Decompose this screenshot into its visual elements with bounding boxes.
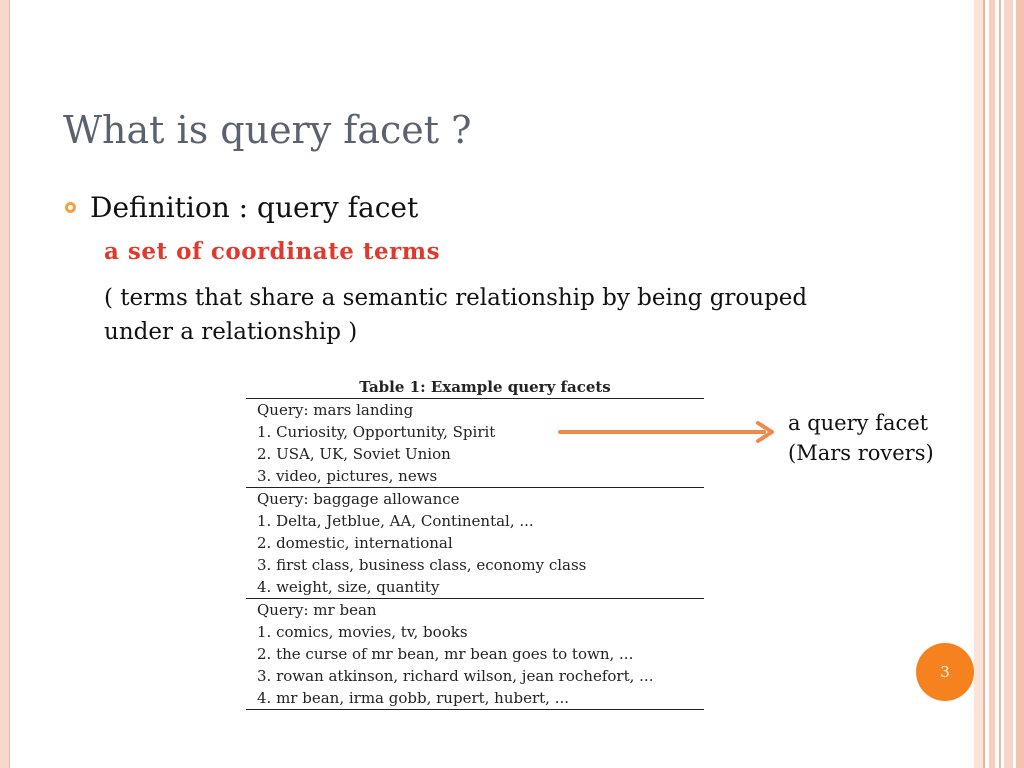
definition-bullet xyxy=(65,191,418,224)
table-row: 4. weight, size, quantity xyxy=(257,578,440,596)
annotation-line: a query facet xyxy=(788,411,929,435)
bullet-circle-icon xyxy=(65,202,76,213)
table-row: 3. video, pictures, news xyxy=(257,467,438,485)
table-row: 2. the curse of mr bean, mr bean goes to town, ... xyxy=(257,645,634,663)
page-number-badge: 3 xyxy=(916,643,974,701)
arrow-right-icon xyxy=(558,420,784,444)
bullet-text: Definition : query facet xyxy=(90,191,419,224)
table-bottom-rule xyxy=(246,709,704,710)
table-query-row: Query: mr bean xyxy=(257,601,377,619)
table-row: 1. Curiosity, Opportunity, Spirit xyxy=(257,423,496,441)
table-group-mrbean xyxy=(246,599,704,709)
table-query-row: Query: baggage allowance xyxy=(257,490,460,508)
table-row: 4. mr bean, irma gobb, rupert, hubert, ... xyxy=(257,689,570,707)
table-row: 1. Delta, Jetblue, AA, Continental, ... xyxy=(257,512,534,530)
table-row: 2. domestic, international xyxy=(257,534,453,552)
table-row: 2. USA, UK, Soviet Union xyxy=(257,445,451,463)
table-caption: Table 1: Example query facets xyxy=(359,378,611,396)
right-decorative-stripes xyxy=(974,0,1024,768)
table-row: 1. comics, movies, tv, books xyxy=(257,623,468,641)
table-row: 3. rowan atkinson, richard wilson, jean rochefort, ... xyxy=(257,667,654,685)
annotation-line: (Mars rovers) xyxy=(788,441,934,465)
slide-title: What is query facet ? xyxy=(63,108,472,152)
facet-annotation xyxy=(788,408,934,468)
left-frame-border xyxy=(0,0,10,768)
definition-note: ( terms that share a semantic relationship by being grouped under a relationship ) xyxy=(104,285,808,345)
emphasis-text: a set of coordinate terms xyxy=(104,238,441,265)
table-row: 3. first class, business class, economy class xyxy=(257,556,587,574)
table-group-baggage xyxy=(246,488,704,598)
table-query-row: Query: mars landing xyxy=(257,401,414,419)
